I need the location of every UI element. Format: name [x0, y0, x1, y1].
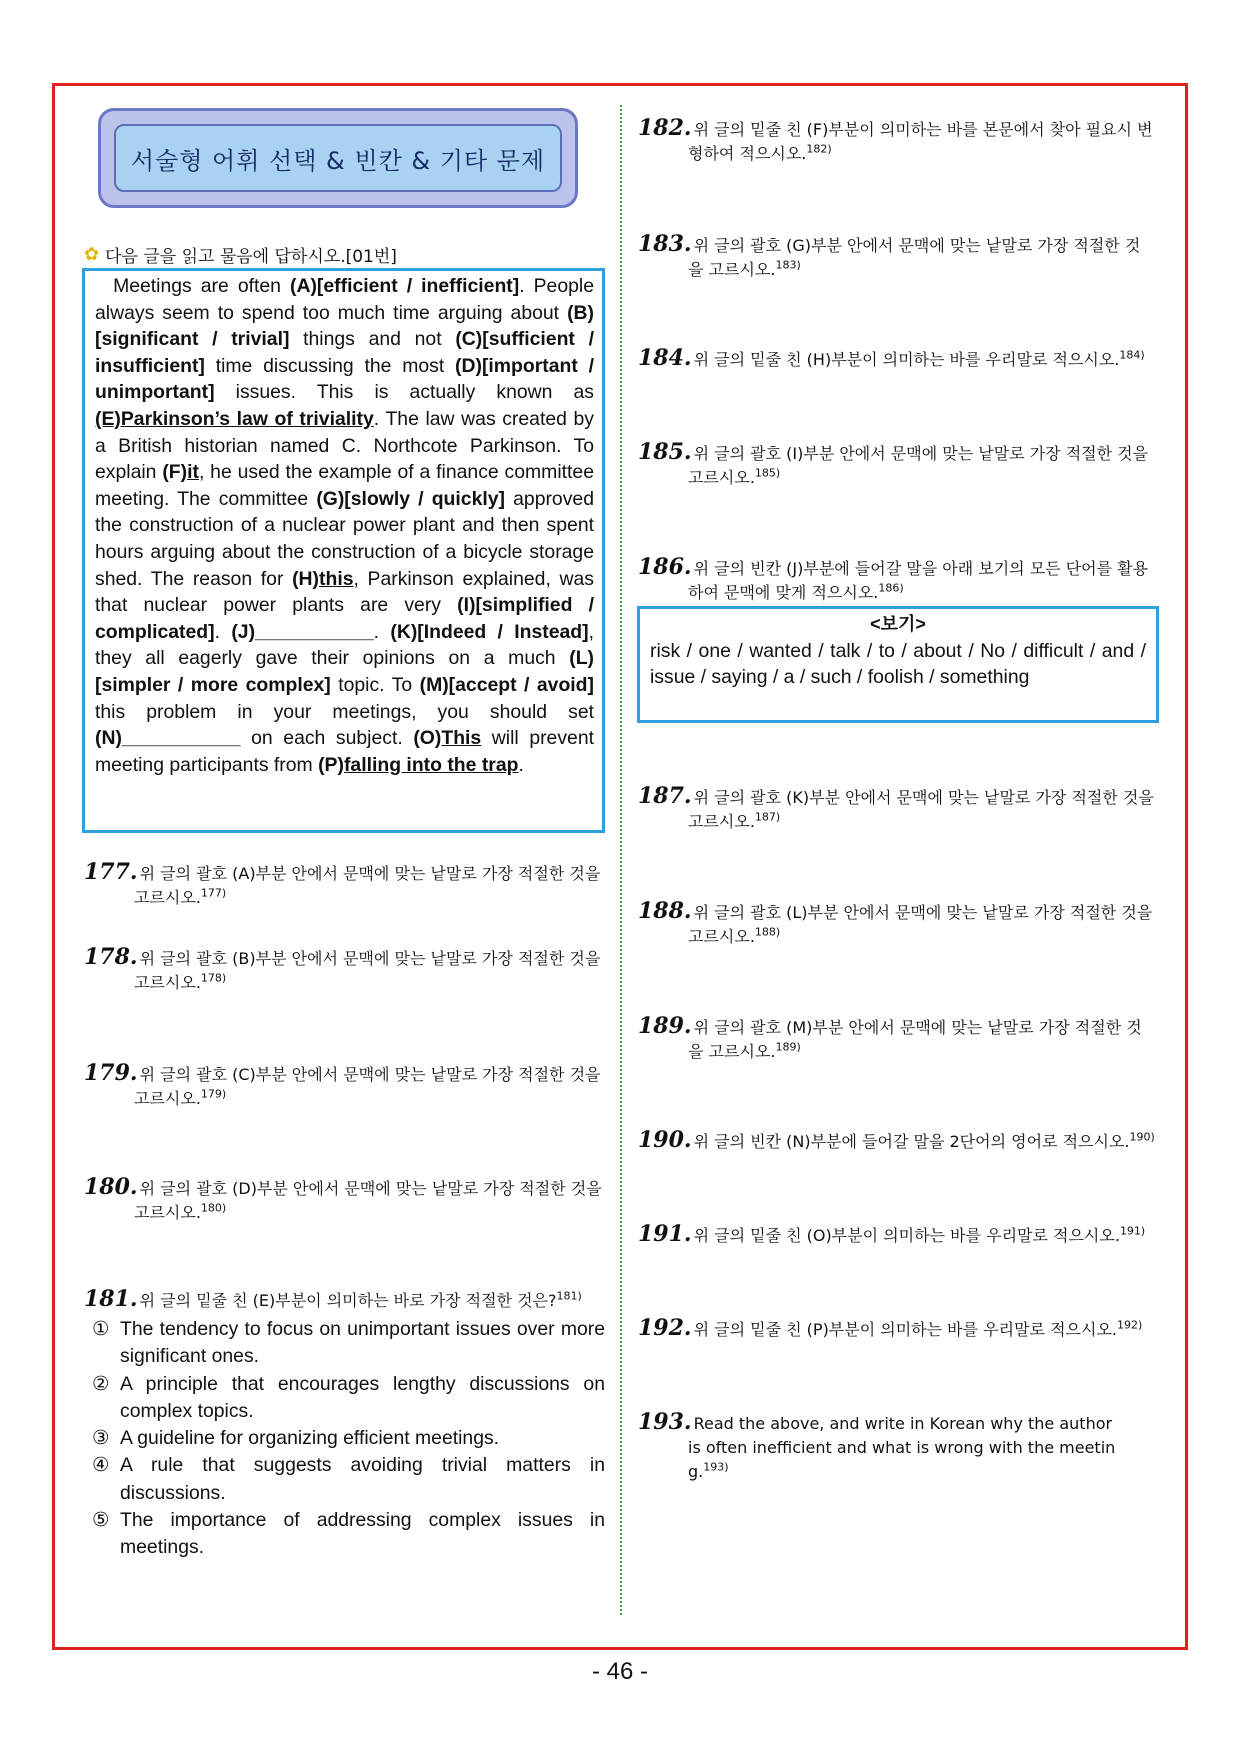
footnote-ref: 183) — [775, 258, 801, 272]
question-183 — [638, 232, 1160, 282]
question-text: 고르시오. — [688, 812, 755, 831]
passage-blank-d: (D)[important / unimportant] — [95, 354, 594, 404]
footnote-ref: 187) — [754, 810, 781, 824]
question-186 — [638, 555, 1160, 605]
passage-text: . People always seem to spend too much time arguing about — [95, 275, 594, 324]
option-text: The tendency to focus on unimportant issues over more significant ones. — [120, 1318, 605, 1368]
option-text: A guideline for organizing efficient meetings. — [120, 1427, 500, 1450]
question-189 — [638, 1014, 1160, 1064]
footnote-ref: 180) — [200, 1201, 227, 1215]
question-text: 위 글의 괄호 (D)부분 안에서 문맥에 맞는 낱말로 가장 적절한 것을 — [139, 1179, 602, 1198]
passage-underline-h: this — [319, 567, 354, 590]
question-text: 위 글의 밑줄 친 (E)부분이 의미하는 바로 가장 적절한 것은? — [139, 1291, 557, 1310]
option-text: A principle that encourages lengthy discussions on complex topics. — [120, 1372, 605, 1422]
passage-text: , they all eagerly gave their opinions on a much — [95, 620, 595, 670]
passage-text: . — [518, 753, 524, 776]
passage-text: Meetings are often — [113, 275, 290, 297]
question-number: 187. — [638, 783, 692, 809]
question-text: 고르시오. — [134, 888, 201, 907]
question-text: 형하여 적으시오. — [688, 144, 807, 163]
footnote-ref: 178) — [200, 971, 227, 985]
passage-text: . — [373, 620, 391, 643]
passage-underline-o: This — [441, 727, 482, 750]
question-text: 고르시오. — [134, 1089, 201, 1108]
question-text: 위 글의 괄호 (M)부분 안에서 문맥에 맞는 낱말로 가장 적절한 것 — [693, 1018, 1142, 1037]
question-number: 178. — [84, 944, 138, 970]
question-188 — [638, 899, 1160, 949]
passage-blank-l: (L)[simpler / more complex] — [95, 647, 594, 696]
passage-text: things and not — [289, 328, 456, 351]
question-text: 위 글의 괄호 (B)부분 안에서 문맥에 맞는 낱말로 가장 적절한 것을 — [139, 949, 601, 968]
option-4[interactable] — [92, 1452, 605, 1507]
footnote-ref: 188) — [754, 925, 781, 939]
passage-underline-p: falling into the trap — [343, 753, 519, 776]
footnote-ref: 189) — [775, 1040, 801, 1054]
question-193 — [638, 1410, 1160, 1484]
question-number: 179. — [84, 1060, 138, 1086]
question-text: 위 글의 밑줄 친 (F)부분이 의미하는 바를 본문에서 찾아 필요시 변 — [693, 120, 1153, 139]
section-title-inner — [114, 124, 562, 192]
question-text: 하여 문맥에 맞게 적으시오. — [688, 583, 879, 602]
passage-blank-a: (A)[efficient / inefficient] — [290, 275, 520, 297]
question-text: 을 고르시오. — [688, 260, 776, 279]
bogi-box — [637, 606, 1159, 723]
question-text: 위 글의 빈칸 (J)부분에 들어갈 말을 아래 보기의 모든 단어를 활용 — [693, 559, 1149, 578]
question-text: 위 글의 밑줄 친 (P)부분이 의미하는 바를 우리말로 적으시오. — [693, 1320, 1117, 1339]
instruction-text: 다음 글을 읽고 물음에 답하시오.[01번] — [105, 247, 397, 267]
question-text: 고르시오. — [688, 927, 755, 946]
question-text: 위 글의 빈칸 (N)부분에 들어갈 말을 2단어의 영어로 적으시오. — [693, 1132, 1130, 1151]
question-178 — [84, 945, 606, 995]
question-number: 180. — [84, 1174, 138, 1200]
footnote-ref: 182) — [806, 142, 832, 156]
flower-icon: ✿ — [84, 244, 100, 265]
footnote-ref: 181) — [556, 1289, 582, 1303]
question-181 — [84, 1287, 606, 1313]
option-mark: ④ — [92, 1454, 110, 1477]
footnote-ref: 179) — [200, 1087, 227, 1101]
question-180 — [84, 1175, 606, 1225]
option-3[interactable] — [92, 1425, 605, 1452]
section-title: 서술형 어휘 선택 & 빈칸 & 기타 문제 — [130, 146, 546, 175]
question-187 — [638, 784, 1160, 834]
question-182 — [638, 116, 1160, 166]
question-184 — [638, 346, 1160, 372]
passage-underline-f: it — [187, 461, 199, 484]
question-177 — [84, 860, 606, 910]
passage-label-p: (P) — [318, 753, 344, 776]
question-text: 위 글의 괄호 (K)부분 안에서 문맥에 맞는 낱말로 가장 적절한 것을 — [693, 788, 1154, 807]
question-text: 고르시오. — [688, 468, 755, 487]
passage-blank-m: (M)[accept / avoid] — [419, 673, 594, 696]
option-5[interactable] — [92, 1507, 605, 1562]
passage-box — [82, 268, 605, 833]
option-1[interactable] — [92, 1316, 605, 1371]
question-number: 189. — [638, 1013, 692, 1039]
question-text: 위 글의 밑줄 친 (O)부분이 의미하는 바를 우리말로 적으시오. — [693, 1226, 1120, 1245]
passage-underline-e: (E)Parkinson’s law of triviality — [95, 407, 374, 430]
question-number: 181. — [84, 1286, 138, 1312]
question-185 — [638, 440, 1160, 490]
passage-blank-g: (G)[slowly / quickly] — [316, 487, 505, 510]
passage-label-o: (O) — [413, 727, 442, 750]
footnote-ref: 193) — [703, 1460, 729, 1474]
passage-label-f: (F) — [162, 461, 188, 484]
question-number: 190. — [638, 1127, 692, 1153]
passage-text: this problem in your meetings, you should set — [95, 700, 594, 723]
question-190 — [638, 1128, 1160, 1154]
page-number: - 46 - — [591, 1658, 648, 1685]
option-mark: ③ — [92, 1427, 110, 1450]
option-text: A rule that suggests avoiding trivial matters in discussions. — [120, 1454, 605, 1504]
footnote-ref: 177) — [200, 886, 227, 900]
passage-label-h: (H) — [292, 567, 320, 590]
footnote-ref: 190) — [1129, 1130, 1155, 1144]
question-text: 위 글의 괄호 (A)부분 안에서 문맥에 맞는 낱말로 가장 적절한 것을 — [139, 864, 601, 883]
footnote-ref: 191) — [1119, 1224, 1146, 1238]
question-191 — [638, 1222, 1160, 1248]
question-192 — [638, 1316, 1160, 1342]
question-number: 177. — [84, 859, 138, 885]
question-text: Read the above, and write in Korean why the author — [693, 1414, 1113, 1433]
passage-text: will prevent meeting participants from — [95, 727, 594, 776]
passage-text: issues. This is actually known as — [214, 381, 594, 404]
passage-blank-j: (J)___________ — [231, 620, 374, 643]
option-text: The importance of addressing complex issues in meetings. — [120, 1509, 605, 1559]
question-179 — [84, 1061, 606, 1111]
option-mark: ① — [92, 1318, 110, 1340]
question-number: 191. — [638, 1221, 692, 1247]
option-2[interactable] — [92, 1371, 605, 1426]
footnote-ref: 192) — [1117, 1318, 1143, 1332]
question-text: 고르시오. — [134, 1203, 201, 1222]
option-mark: ② — [92, 1372, 110, 1395]
column-divider — [620, 105, 622, 1615]
bogi-title: <보기> — [870, 614, 926, 634]
question-number: 188. — [638, 898, 692, 924]
question-number: 192. — [638, 1315, 692, 1341]
question-text: 고르시오. — [134, 973, 201, 992]
passage-text: , Parkinson explained, was that nuclear power plants are very — [95, 567, 594, 617]
passage-blank-n: (N)___________ — [95, 727, 241, 750]
passage-blank-c: (C)[sufficient / insufficient] — [95, 328, 594, 377]
question-text: 위 글의 괄호 (C)부분 안에서 문맥에 맞는 낱말로 가장 적절한 것을 — [139, 1065, 601, 1084]
passage-blank-b: (B)[significant / trivial] — [95, 301, 594, 351]
passage-text: approved the construction of a nuclear power plant and then spent hours arguing about the construction of a bicycle storage shed. The reason for — [95, 487, 594, 590]
instruction — [84, 242, 397, 267]
passage-text: . — [214, 620, 232, 643]
footnote-ref: 186) — [878, 581, 904, 595]
passage-text: time discussing the most — [204, 354, 456, 377]
question-text: 위 글의 밑줄 친 (H)부분이 의미하는 바를 우리말로 적으시오. — [693, 350, 1120, 369]
bogi-words: risk / one / wanted / talk / to / about / No / difficult / and / issue / saying / a / such / foolish / something — [650, 639, 1146, 689]
question-text: 을 고르시오. — [688, 1042, 776, 1061]
footnote-ref: 185) — [754, 466, 781, 480]
question-text: g. — [688, 1462, 704, 1481]
question-text: 위 글의 괄호 (L)부분 안에서 문맥에 맞는 낱말로 가장 적절한 것을 — [693, 903, 1153, 922]
footnote-ref: 184) — [1119, 348, 1145, 362]
question-181-options — [92, 1316, 605, 1562]
question-number: 184. — [638, 345, 692, 371]
passage-blank-i: (I)[simplified / complicated] — [95, 594, 594, 643]
question-number: 185. — [638, 439, 692, 465]
question-number: 193. — [638, 1409, 692, 1435]
passage-text: . The law was created by a British historian named C. Northcote Parkinson. To explain — [95, 407, 595, 484]
question-number: 182. — [638, 115, 692, 141]
question-text: 위 글의 괄호 (G)부분 안에서 문맥에 맞는 낱말로 가장 적절한 것 — [693, 236, 1141, 255]
question-text: 위 글의 괄호 (I)부분 안에서 문맥에 맞는 낱말로 가장 적절한 것을 — [693, 444, 1149, 463]
question-number: 183. — [638, 231, 692, 257]
passage-text: on each subject. — [240, 727, 414, 750]
passage-text: , he used the example of a finance committee meeting. The committee — [95, 461, 594, 510]
question-number: 186. — [638, 554, 692, 580]
option-mark: ⑤ — [92, 1509, 110, 1532]
passage-text: topic. To — [330, 673, 420, 696]
question-text: is often inefficient and what is wrong with the meetin — [688, 1438, 1116, 1457]
passage-blank-k: (K)[Indeed / Instead] — [390, 620, 589, 643]
